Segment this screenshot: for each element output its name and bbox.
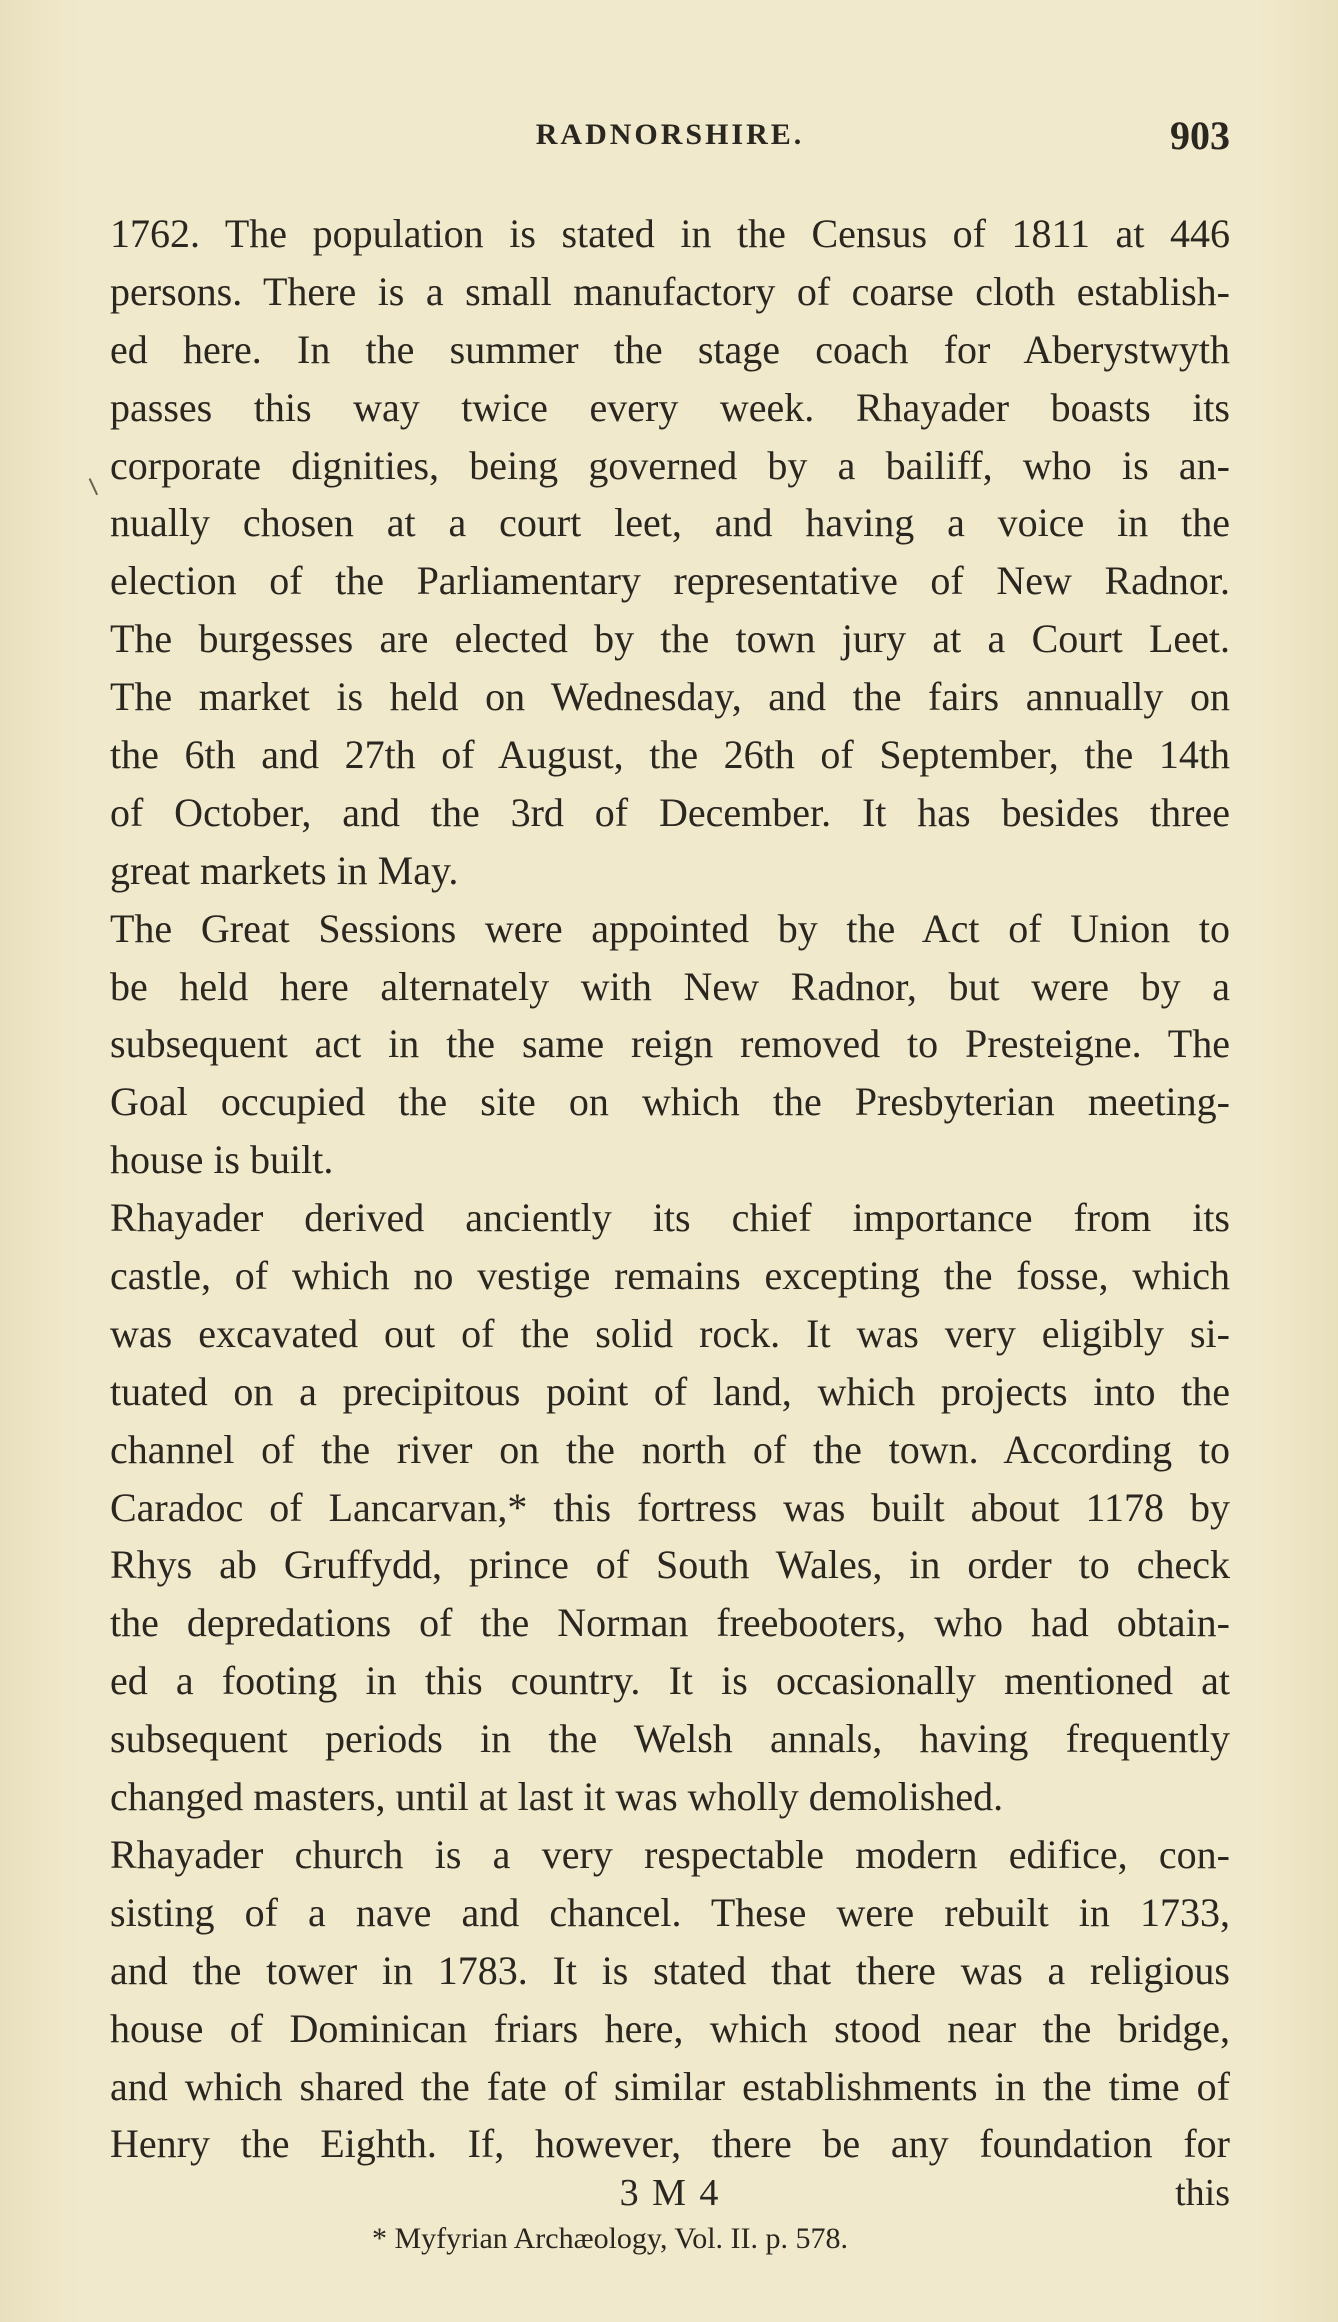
text-line: great markets in May. <box>110 847 459 893</box>
text-line: was excavated out of the solid rock. It was very eligibly si- <box>110 1310 1230 1356</box>
text-line: Goal occupied the site on which the Presbyterian meeting- <box>110 1079 1230 1125</box>
signature-line <box>110 2173 1230 2213</box>
text-line: and the tower in 1783. It is stated that there was a religious <box>110 1947 1230 1993</box>
signature-mark: 3 M 4 <box>619 2172 721 2215</box>
running-head <box>110 113 1230 158</box>
text-line: channel of the river on the north of the town. According to <box>110 1426 1230 1472</box>
text-line: castle, of which no vestige remains excepting the fosse, which <box>110 1253 1230 1299</box>
text-line: be held here alternately with New Radnor, but were by a <box>110 963 1230 1009</box>
text-line: tuated on a precipitous point of land, which projects into the <box>110 1368 1230 1414</box>
text-line: nually chosen at a court leet, and having a voice in the <box>110 500 1230 546</box>
text-line: of October, and the 3rd of December. It has besides three <box>110 789 1230 835</box>
text-line: corporate dignities, being governed by a bailiff, who is an- <box>110 442 1230 488</box>
text-line: Rhayader derived anciently its chief importance from its <box>110 1195 1230 1241</box>
text-line: changed masters, until at last it was wholly demolished. <box>110 1774 1004 1820</box>
text-line: the depredations of the Norman freebooters, who had obtain- <box>110 1600 1230 1646</box>
text-line: The Great Sessions were appointed by the Act of Union to <box>110 905 1230 951</box>
running-title: RADNORSHIRE. <box>535 118 805 151</box>
text-line: ed here. In the summer the stage coach for Aberystwyth <box>110 326 1230 372</box>
text-line: passes this way twice every week. Rhayader boasts its <box>110 384 1230 430</box>
text-line: Rhys ab Gruffydd, prince of South Wales, in order to check <box>110 1542 1230 1588</box>
margin-mark <box>89 475 106 496</box>
text-line: The burgesses are elected by the town jury at a Court Leet. <box>110 616 1230 662</box>
text-line: the 6th and 27th of August, the 26th of September, the 14th <box>110 732 1230 778</box>
footnote: * Myfyrian Archæology, Vol. II. p. 578. <box>371 2222 849 2256</box>
text-line: sisting of a nave and chancel. These were rebuilt in 1733, <box>110 1889 1230 1935</box>
body-text <box>110 205 1230 2259</box>
text-line: Rhayader church is a very respectable modern edifice, con- <box>110 1831 1230 1877</box>
text-line: ed a footing in this country. It is occasionally mentioned at <box>110 1658 1230 1704</box>
text-line: subsequent act in the same reign removed to Presteigne. The <box>110 1021 1230 1067</box>
text-line: The market is held on Wednesday, and the fairs annually on <box>110 674 1230 720</box>
page-number: 903 <box>1170 113 1230 158</box>
text-line: and which shared the fate of similar establishments in the time of <box>110 2063 1230 2109</box>
text-line: Henry the Eighth. If, however, there be any foundation for <box>110 2121 1230 2167</box>
text-line: house is built. <box>110 1137 334 1183</box>
text-line: 1762. The population is stated in the Census of 1811 at 446 <box>110 211 1230 256</box>
text-line: Caradoc of Lancarvan,* this fortress was built about 1178 by <box>110 1484 1230 1530</box>
text-line: election of the Parliamentary representative of New Radnor. <box>110 558 1230 604</box>
text-line: persons. There is a small manufactory of coarse cloth establish- <box>110 268 1230 314</box>
catchword: this <box>1175 2172 1230 2215</box>
text-line: subsequent periods in the Welsh annals, having frequently <box>110 1716 1230 1762</box>
text-line: house of Dominican friars here, which stood near the bridge, <box>110 2005 1230 2051</box>
